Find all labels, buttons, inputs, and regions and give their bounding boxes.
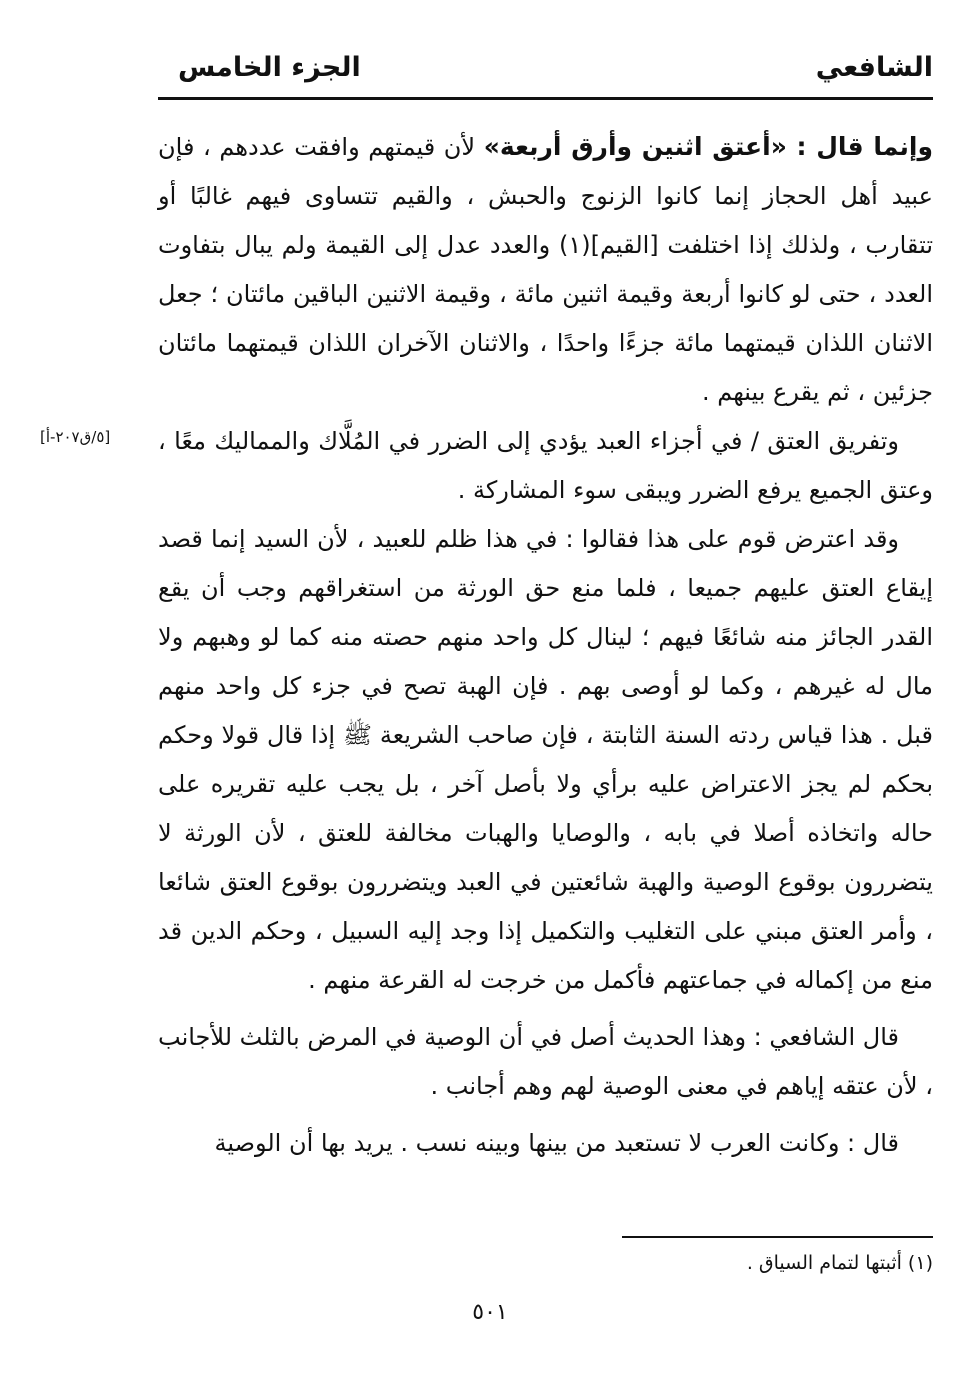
header-divider [158,97,933,100]
running-head-volume-title: الجزء الخامس [178,52,361,83]
margin-manuscript-reference: [٥/ق٢٠٧-أ] [40,428,111,446]
footnote: (١) أثبتها لتمام السياق . [746,1252,933,1274]
paragraph-4: قال الشافعي : وهذا الحديث أصل في أن الوصية في المرض بالثلث للأجانب ، لأن عتقه إياهم في معنى الوصية لهم وهم أجانب . [158,1023,933,1100]
paragraph-3: وقد اعترض قوم على هذا فقالوا : في هذا ظلم للعبيد ، لأن السيد إنما قصد إيقاع العتق عليهم جميعا ، فلما منع حق الورثة من استغراقهم وجب أن يقع القدر الجائز منه شائعًا فيهم ؛ لينال كل واحد منهم حصته منه كما لو وهبهم ولا مال له غيرهم ، وكما لو أوصى بهم . فإن الهبة تصح في جزء كل واحد منهم قبل . هذا قياس ردته السنة الثابتة ، فإن صاحب الشريعة ﷺ إذا قال قولا وحكم بحكم لم يجز الاعتراض عليه برأي ولا بأصل آخر ، بل يجب عليه تقريره على حاله واتخاذه أصلا في بابه ، والوصايا والهبات مخالفة للعتق ، لأن الورثة لا يتضررون بوقوع الوصية والهبة شائعتين في العبد ويتضررون بوقوع العتق شائعا ، وأمر العتق مبني على التغليب والتكميل إذا وجد إليه السبيل ، وحكم الدين قد منع من إكماله في جماعتهم فأكمل من خرجت له القرعة منهم . [158,525,933,994]
paragraph-5: قال : وكانت العرب لا تستعبد من بينها وبينه نسب . يريد بها أن الوصية [214,1129,899,1157]
page-number: ٥٠١ [472,1300,508,1325]
paragraph-1 [158,122,933,417]
paragraph-gap [158,1005,933,1013]
page-header [158,52,933,92]
running-head-book-title: الشافعي [815,52,933,83]
footnote-divider [622,1236,933,1238]
paragraph-1-lead: وإنما قال : «أعتق اثنين وأرق أربعة» [483,132,934,161]
paragraph-1-text: لأن قيمتهم وافقت عددهم ، فإن عبيد أهل الحجاز إنما كانوا الزنوج والحبش ، والقيم تتساوى فيهم غالبًا أو تتقارب ، ولذلك إذا اختلفت [القيم](١) والعدد عدل إلى القيمة ولم يبال بتفاوت العدد ، حتى لو كانوا أربعة وقيمة اثنين مائة ، وقيمة الاثنين الباقين مائتان ؛ جعل الاثنان اللذان قيمتهما مائة جزءًا واحدًا ، والاثنان الآخران اللذان قيمتهما مائتان جزئين ، ثم يقرع بينهم . [158,133,933,406]
paragraph-2: وتفريق العتق / في أجزاء العبد يؤدي إلى الضرر في المُلَّاك والمماليك معًا ، وعتق الجميع يرفع الضرر ويبقى سوء المشاركة . [158,427,933,504]
paragraph-gap [158,1111,933,1119]
main-text-block [158,122,933,1168]
